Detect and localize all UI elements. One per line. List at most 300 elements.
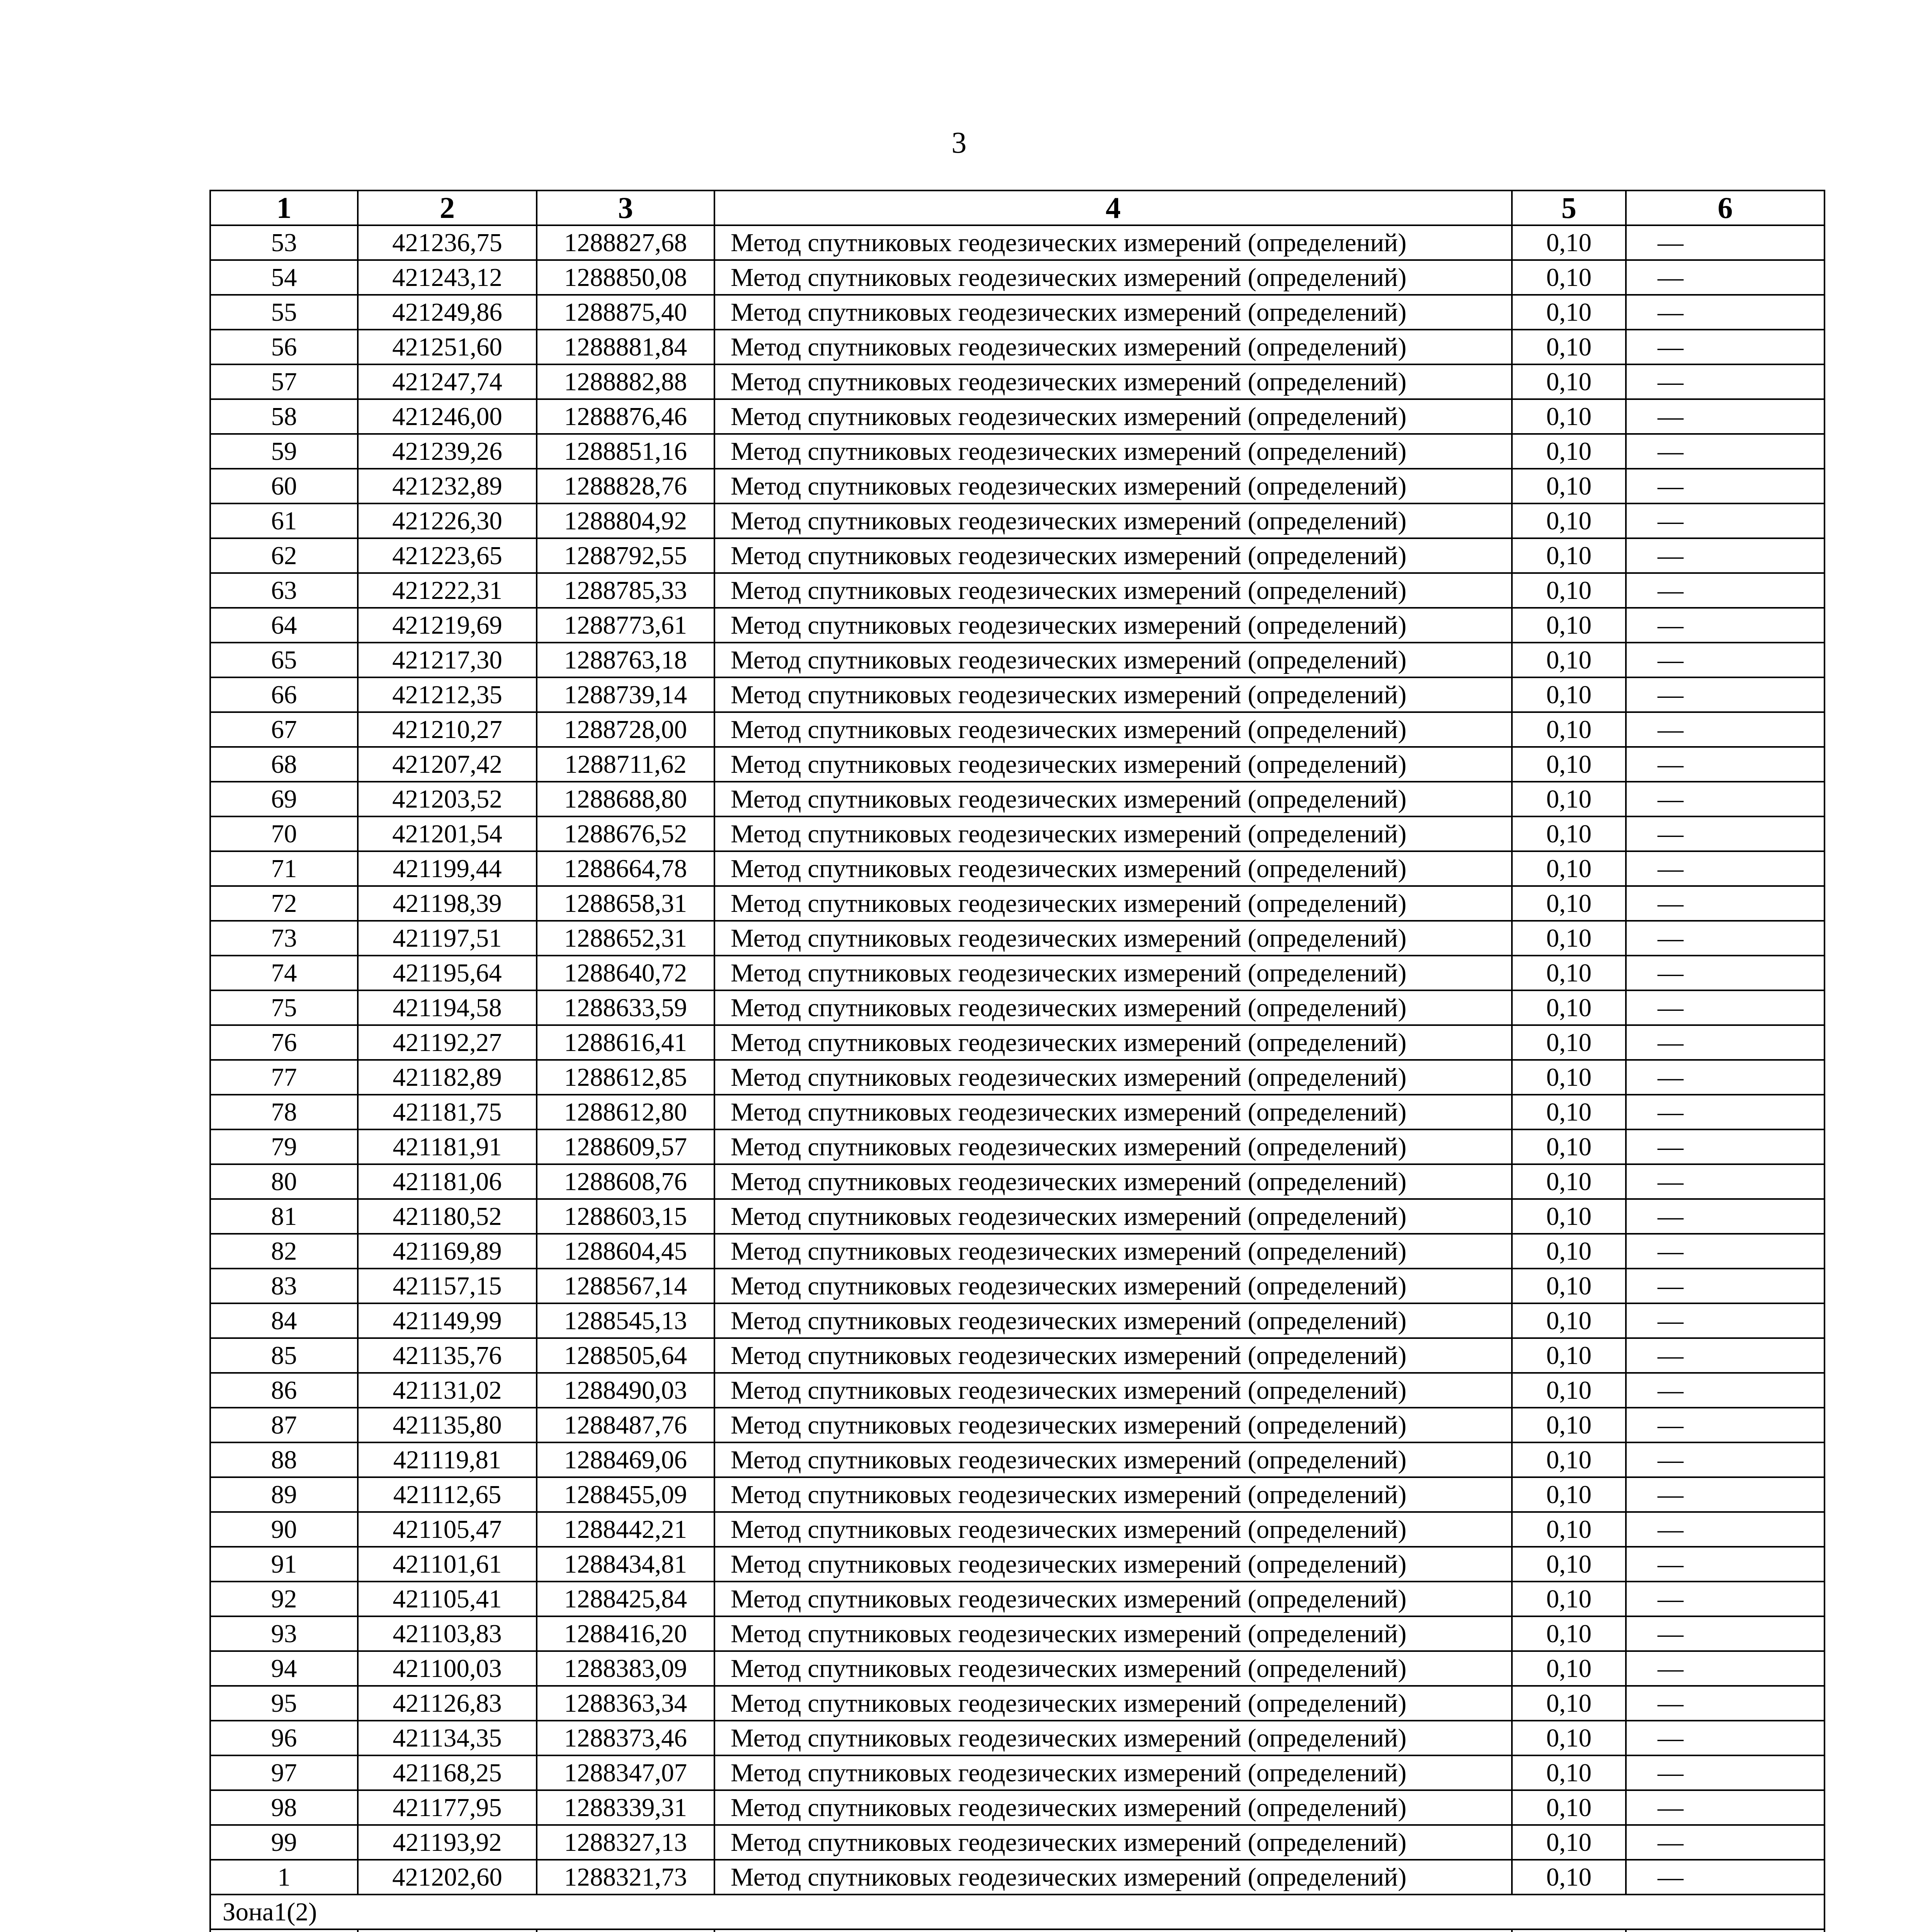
y-coordinate-cell: 1288363,34 <box>537 1686 714 1721</box>
table-row <box>210 330 1824 364</box>
accuracy-cell: 0,10 <box>1512 1442 1626 1477</box>
x-coordinate-cell: 421202,60 <box>358 1860 537 1895</box>
accuracy-cell: 0,10 <box>1512 1825 1626 1860</box>
note-cell: — <box>1626 1025 1824 1060</box>
table-row <box>210 1616 1824 1651</box>
note-cell: — <box>1626 1442 1824 1477</box>
note-cell: — <box>1626 573 1824 608</box>
table-row <box>210 538 1824 573</box>
accuracy-cell: 0,10 <box>1512 1616 1626 1651</box>
x-coordinate-cell: 421101,61 <box>358 1547 537 1582</box>
x-coordinate-cell: 421135,80 <box>358 1408 537 1442</box>
method-cell: Метод спутниковых геодезических измерений (определений) <box>714 1512 1512 1547</box>
accuracy-cell: 0,10 <box>1512 1547 1626 1582</box>
accuracy-cell: 0,10 <box>1512 1686 1626 1721</box>
method-cell: Метод спутниковых геодезических измерений (определений) <box>714 469 1512 503</box>
x-coordinate-cell: 421135,76 <box>358 1338 537 1373</box>
x-coordinate-cell: 421197,51 <box>358 921 537 956</box>
x-coordinate-cell: 421134,35 <box>358 1721 537 1755</box>
x-coordinate-cell: 421249,86 <box>358 295 537 330</box>
note-cell: — <box>1626 1790 1824 1825</box>
y-coordinate-cell: 1288490,03 <box>537 1373 714 1408</box>
x-coordinate-cell: 421203,52 <box>358 782 537 816</box>
header-col-6: 6 <box>1626 190 1824 225</box>
accuracy-cell: 0,10 <box>1512 1060 1626 1095</box>
accuracy-cell: 0,10 <box>1512 1755 1626 1790</box>
table-row <box>210 469 1824 503</box>
x-coordinate-cell: 421219,69 <box>358 608 537 643</box>
x-coordinate-cell: 421243,12 <box>358 260 537 295</box>
accuracy-cell: 0,10 <box>1512 1164 1626 1199</box>
header-col-4: 4 <box>714 190 1512 225</box>
method-cell: Метод спутниковых геодезических измерений (определений) <box>714 330 1512 364</box>
table-body <box>210 225 1824 1932</box>
accuracy-cell: 0,10 <box>1512 1721 1626 1755</box>
method-cell: Метод спутниковых геодезических измерений (определений) <box>714 1164 1512 1199</box>
x-coordinate-cell: 421247,74 <box>358 364 537 399</box>
accuracy-cell: 0,10 <box>1512 1512 1626 1547</box>
point-number-cell: 1 <box>210 1860 358 1895</box>
point-number-cell: 77 <box>210 1060 358 1095</box>
method-cell: Метод спутниковых геодезических измерений (определений) <box>714 1755 1512 1790</box>
note-cell: — <box>1626 330 1824 364</box>
accuracy-cell: 0,10 <box>1512 1303 1626 1338</box>
note-cell: — <box>1626 1269 1824 1303</box>
note-cell: — <box>1626 1234 1824 1269</box>
note-cell: — <box>1626 677 1824 712</box>
x-coordinate-cell: 421195,64 <box>358 956 537 990</box>
note-cell: — <box>1626 1651 1824 1686</box>
header-col-3: 3 <box>537 190 714 225</box>
note-cell: — <box>1626 1755 1824 1790</box>
table-row <box>210 573 1824 608</box>
note-cell: — <box>1626 1616 1824 1651</box>
point-number-cell: 53 <box>210 225 358 260</box>
accuracy-cell: 0,10 <box>1512 330 1626 364</box>
y-coordinate-cell: 1288785,33 <box>537 573 714 608</box>
table-row <box>210 1582 1824 1616</box>
table-row <box>210 1269 1824 1303</box>
point-number-cell: 59 <box>210 434 358 469</box>
accuracy-cell: 0,10 <box>1512 1025 1626 1060</box>
method-cell: Метод спутниковых геодезических измерений (определений) <box>714 816 1512 851</box>
note-cell: — <box>1626 1860 1824 1895</box>
y-coordinate-cell: 1288603,15 <box>537 1199 714 1234</box>
table-row <box>210 1199 1824 1234</box>
table-row <box>210 1303 1824 1338</box>
method-cell: Метод спутниковых геодезических измерений (определений) <box>714 1269 1512 1303</box>
point-number-cell: 86 <box>210 1373 358 1408</box>
table-row <box>210 1442 1824 1477</box>
point-number-cell: 76 <box>210 1025 358 1060</box>
note-cell: — <box>1626 1095 1824 1129</box>
point-number-cell: 94 <box>210 1651 358 1686</box>
method-cell <box>714 1929 1512 1932</box>
method-cell: Метод спутниковых геодезических измерений (определений) <box>714 1025 1512 1060</box>
table-row <box>210 782 1824 816</box>
method-cell: Метод спутниковых геодезических измерений (определений) <box>714 225 1512 260</box>
zone-label: Зона1(2) <box>210 1895 1824 1929</box>
y-coordinate-cell: 1288652,31 <box>537 921 714 956</box>
note-cell <box>1626 1929 1824 1932</box>
point-number-cell: 72 <box>210 886 358 921</box>
x-coordinate-cell: 421181,75 <box>358 1095 537 1129</box>
table-row <box>210 1755 1824 1790</box>
table-row <box>210 1129 1824 1164</box>
y-coordinate-cell: 1288383,09 <box>537 1651 714 1686</box>
table-row <box>210 1860 1824 1895</box>
x-coordinate-cell: 421177,95 <box>358 1790 537 1825</box>
y-coordinate-cell: 1288416,20 <box>537 1616 714 1651</box>
point-number-cell: 65 <box>210 643 358 677</box>
method-cell: Метод спутниковых геодезических измерений (определений) <box>714 1860 1512 1895</box>
y-coordinate-cell: 1288321,73 <box>537 1860 714 1895</box>
table-row <box>210 1825 1824 1860</box>
y-coordinate-cell: 1288688,80 <box>537 782 714 816</box>
y-coordinate-cell: 1288347,07 <box>537 1755 714 1790</box>
method-cell: Метод спутниковых геодезических измерений (определений) <box>714 364 1512 399</box>
point-number-cell: 91 <box>210 1547 358 1582</box>
x-coordinate-cell <box>358 1929 537 1932</box>
accuracy-cell <box>1512 1929 1626 1932</box>
point-number-cell: 95 <box>210 1686 358 1721</box>
note-cell: — <box>1626 1512 1824 1547</box>
method-cell: Метод спутниковых геодезических измерений (определений) <box>714 434 1512 469</box>
method-cell: Метод спутниковых геодезических измерений (определений) <box>714 503 1512 538</box>
note-cell: — <box>1626 434 1824 469</box>
method-cell: Метод спутниковых геодезических измерений (определений) <box>714 1095 1512 1129</box>
accuracy-cell: 0,10 <box>1512 1373 1626 1408</box>
y-coordinate-cell: 1288739,14 <box>537 677 714 712</box>
x-coordinate-cell: 421226,30 <box>358 503 537 538</box>
note-cell: — <box>1626 782 1824 816</box>
method-cell: Метод спутниковых геодезических измерений (определений) <box>714 1338 1512 1373</box>
x-coordinate-cell: 421105,47 <box>358 1512 537 1547</box>
method-cell: Метод спутниковых геодезических измерений (определений) <box>714 851 1512 886</box>
note-cell: — <box>1626 886 1824 921</box>
table-row <box>210 1651 1824 1686</box>
header-col-2: 2 <box>358 190 537 225</box>
x-coordinate-cell: 421232,89 <box>358 469 537 503</box>
point-number-cell: 99 <box>210 1825 358 1860</box>
x-coordinate-cell: 421222,31 <box>358 573 537 608</box>
note-cell: — <box>1626 1060 1824 1095</box>
x-coordinate-cell: 421223,65 <box>358 538 537 573</box>
table-row <box>210 1721 1824 1755</box>
coordinates-table <box>209 190 1825 1932</box>
y-coordinate-cell: 1288469,06 <box>537 1442 714 1477</box>
method-cell: Метод спутниковых геодезических измерений (определений) <box>714 886 1512 921</box>
accuracy-cell: 0,10 <box>1512 643 1626 677</box>
x-coordinate-cell: 421131,02 <box>358 1373 537 1408</box>
table-row <box>210 677 1824 712</box>
point-number-cell: 68 <box>210 747 358 782</box>
table-row <box>210 1686 1824 1721</box>
x-coordinate-cell: 421198,39 <box>358 886 537 921</box>
table-row <box>210 921 1824 956</box>
accuracy-cell: 0,10 <box>1512 782 1626 816</box>
table-row <box>210 816 1824 851</box>
accuracy-cell: 0,10 <box>1512 816 1626 851</box>
accuracy-cell: 0,10 <box>1512 260 1626 295</box>
note-cell: — <box>1626 1303 1824 1338</box>
accuracy-cell: 0,10 <box>1512 1338 1626 1373</box>
x-coordinate-cell: 421180,52 <box>358 1199 537 1234</box>
method-cell: Метод спутниковых геодезических измерений (определений) <box>714 1790 1512 1825</box>
point-number-cell: 64 <box>210 608 358 643</box>
accuracy-cell: 0,10 <box>1512 295 1626 330</box>
point-number-cell: 67 <box>210 712 358 747</box>
point-number-cell: 70 <box>210 816 358 851</box>
table-row <box>210 364 1824 399</box>
note-cell: — <box>1626 1338 1824 1373</box>
method-cell: Метод спутниковых геодезических измерений (определений) <box>714 1199 1512 1234</box>
point-number-cell: 54 <box>210 260 358 295</box>
x-coordinate-cell: 421181,91 <box>358 1129 537 1164</box>
table-row <box>210 1025 1824 1060</box>
note-cell: — <box>1626 469 1824 503</box>
accuracy-cell: 0,10 <box>1512 538 1626 573</box>
point-number-cell: 97 <box>210 1755 358 1790</box>
table-row <box>210 956 1824 990</box>
y-coordinate-cell: 1288640,72 <box>537 956 714 990</box>
table-row <box>210 1164 1824 1199</box>
table-row <box>210 851 1824 886</box>
method-cell: Метод спутниковых геодезических измерений (определений) <box>714 1547 1512 1582</box>
x-coordinate-cell: 421157,15 <box>358 1269 537 1303</box>
point-number-cell: 98 <box>210 1790 358 1825</box>
note-cell: — <box>1626 990 1824 1025</box>
table-row <box>210 1790 1824 1825</box>
y-coordinate-cell: 1288773,61 <box>537 608 714 643</box>
table-row <box>210 1060 1824 1095</box>
y-coordinate-cell: 1288612,80 <box>537 1095 714 1129</box>
note-cell: — <box>1626 921 1824 956</box>
header-col-1: 1 <box>210 190 358 225</box>
table-row <box>210 1234 1824 1269</box>
table-row <box>210 295 1824 330</box>
x-coordinate-cell: 421181,06 <box>358 1164 537 1199</box>
accuracy-cell: 0,10 <box>1512 1234 1626 1269</box>
y-coordinate-cell: 1288851,16 <box>537 434 714 469</box>
accuracy-cell: 0,10 <box>1512 1477 1626 1512</box>
y-coordinate-cell <box>537 1929 714 1932</box>
method-cell: Метод спутниковых геодезических измерений (определений) <box>714 921 1512 956</box>
note-cell: — <box>1626 643 1824 677</box>
note-cell: — <box>1626 1129 1824 1164</box>
note-cell: — <box>1626 1825 1824 1860</box>
method-cell: Метод спутниковых геодезических измерений (определений) <box>714 1442 1512 1477</box>
y-coordinate-cell: 1288373,46 <box>537 1721 714 1755</box>
y-coordinate-cell: 1288804,92 <box>537 503 714 538</box>
y-coordinate-cell: 1288442,21 <box>537 1512 714 1547</box>
y-coordinate-cell: 1288728,00 <box>537 712 714 747</box>
accuracy-cell: 0,10 <box>1512 1651 1626 1686</box>
note-cell: — <box>1626 851 1824 886</box>
x-coordinate-cell: 421119,81 <box>358 1442 537 1477</box>
method-cell: Метод спутниковых геодезических измерений (определений) <box>714 1477 1512 1512</box>
method-cell: Метод спутниковых геодезических измерений (определений) <box>714 295 1512 330</box>
page-number: 3 <box>951 126 967 159</box>
accuracy-cell: 0,10 <box>1512 399 1626 434</box>
note-cell: — <box>1626 608 1824 643</box>
x-coordinate-cell: 421169,89 <box>358 1234 537 1269</box>
y-coordinate-cell: 1288828,76 <box>537 469 714 503</box>
accuracy-cell: 0,10 <box>1512 608 1626 643</box>
point-number-cell: 56 <box>210 330 358 364</box>
point-number-cell: 57 <box>210 364 358 399</box>
method-cell: Метод спутниковых геодезических измерений (определений) <box>714 1616 1512 1651</box>
method-cell: Метод спутниковых геодезических измерений (определений) <box>714 643 1512 677</box>
accuracy-cell: 0,10 <box>1512 1408 1626 1442</box>
table-row <box>210 643 1824 677</box>
note-cell: — <box>1626 364 1824 399</box>
table-header-row <box>210 190 1824 225</box>
x-coordinate-cell: 421149,99 <box>358 1303 537 1338</box>
method-cell: Метод спутниковых геодезических измерений (определений) <box>714 956 1512 990</box>
accuracy-cell: 0,10 <box>1512 921 1626 956</box>
table-row <box>210 990 1824 1025</box>
table-row <box>210 1512 1824 1547</box>
method-cell: Метод спутниковых геодезических измерений (определений) <box>714 677 1512 712</box>
table-row <box>210 712 1824 747</box>
point-number-cell: 82 <box>210 1234 358 1269</box>
note-cell: — <box>1626 1408 1824 1442</box>
note-cell: — <box>1626 1164 1824 1199</box>
accuracy-cell: 0,10 <box>1512 1199 1626 1234</box>
point-number-cell: 87 <box>210 1408 358 1442</box>
table-row <box>210 399 1824 434</box>
x-coordinate-cell: 421212,35 <box>358 677 537 712</box>
method-cell: Метод спутниковых геодезических измерений (определений) <box>714 399 1512 434</box>
point-number-cell: 89 <box>210 1477 358 1512</box>
y-coordinate-cell: 1288609,57 <box>537 1129 714 1164</box>
accuracy-cell: 0,10 <box>1512 886 1626 921</box>
x-coordinate-cell: 421194,58 <box>358 990 537 1025</box>
y-coordinate-cell: 1288876,46 <box>537 399 714 434</box>
x-coordinate-cell: 421201,54 <box>358 816 537 851</box>
header-col-5: 5 <box>1512 190 1626 225</box>
accuracy-cell: 0,10 <box>1512 747 1626 782</box>
accuracy-cell: 0,10 <box>1512 1129 1626 1164</box>
x-coordinate-cell: 421182,89 <box>358 1060 537 1095</box>
method-cell: Метод спутниковых геодезических измерений (определений) <box>714 1721 1512 1755</box>
note-cell: — <box>1626 295 1824 330</box>
x-coordinate-cell: 421103,83 <box>358 1616 537 1651</box>
accuracy-cell: 0,10 <box>1512 1790 1626 1825</box>
method-cell: Метод спутниковых геодезических измерений (определений) <box>714 1234 1512 1269</box>
table-row <box>210 1095 1824 1129</box>
point-number-cell: 71 <box>210 851 358 886</box>
point-number-cell: 88 <box>210 1442 358 1477</box>
note-cell: — <box>1626 1582 1824 1616</box>
y-coordinate-cell: 1288327,13 <box>537 1825 714 1860</box>
note-cell: — <box>1626 956 1824 990</box>
note-cell: — <box>1626 1477 1824 1512</box>
point-number-cell: 75 <box>210 990 358 1025</box>
method-cell: Метод спутниковых геодезических измерений (определений) <box>714 573 1512 608</box>
method-cell: Метод спутниковых геодезических измерений (определений) <box>714 1408 1512 1442</box>
point-number-cell: 79 <box>210 1129 358 1164</box>
method-cell: Метод спутниковых геодезических измерений (определений) <box>714 1303 1512 1338</box>
point-number-cell: 81 <box>210 1199 358 1234</box>
point-number-cell: 66 <box>210 677 358 712</box>
method-cell: Метод спутниковых геодезических измерений (определений) <box>714 782 1512 816</box>
point-number-cell: 85 <box>210 1338 358 1373</box>
table-row <box>210 1547 1824 1582</box>
table-row <box>210 434 1824 469</box>
point-number-cell: 62 <box>210 538 358 573</box>
x-coordinate-cell: 421207,42 <box>358 747 537 782</box>
accuracy-cell: 0,10 <box>1512 225 1626 260</box>
point-number-cell: 93 <box>210 1616 358 1651</box>
y-coordinate-cell: 1288633,59 <box>537 990 714 1025</box>
x-coordinate-cell: 421193,92 <box>358 1825 537 1860</box>
y-coordinate-cell: 1288850,08 <box>537 260 714 295</box>
y-coordinate-cell: 1288658,31 <box>537 886 714 921</box>
point-number-cell: 83 <box>210 1269 358 1303</box>
note-cell: — <box>1626 816 1824 851</box>
note-cell: — <box>1626 712 1824 747</box>
y-coordinate-cell: 1288711,62 <box>537 747 714 782</box>
x-coordinate-cell: 421112,65 <box>358 1477 537 1512</box>
note-cell: — <box>1626 225 1824 260</box>
y-coordinate-cell: 1288455,09 <box>537 1477 714 1512</box>
accuracy-cell: 0,10 <box>1512 573 1626 608</box>
y-coordinate-cell: 1288608,76 <box>537 1164 714 1199</box>
note-cell: — <box>1626 1199 1824 1234</box>
table-row <box>210 225 1824 260</box>
point-number-cell: 73 <box>210 921 358 956</box>
y-coordinate-cell: 1288616,41 <box>537 1025 714 1060</box>
x-coordinate-cell: 421168,25 <box>358 1755 537 1790</box>
y-coordinate-cell: 1288487,76 <box>537 1408 714 1442</box>
x-coordinate-cell: 421217,30 <box>358 643 537 677</box>
note-cell: — <box>1626 747 1824 782</box>
accuracy-cell: 0,10 <box>1512 469 1626 503</box>
accuracy-cell: 0,10 <box>1512 503 1626 538</box>
note-cell: — <box>1626 1686 1824 1721</box>
method-cell: Метод спутниковых геодезических измерений (определений) <box>714 1651 1512 1686</box>
x-coordinate-cell: 421210,27 <box>358 712 537 747</box>
y-coordinate-cell: 1288612,85 <box>537 1060 714 1095</box>
table-row <box>210 1477 1824 1512</box>
table-row <box>210 1338 1824 1373</box>
x-coordinate-cell: 421199,44 <box>358 851 537 886</box>
x-coordinate-cell: 421105,41 <box>358 1582 537 1616</box>
point-number-cell: 63 <box>210 573 358 608</box>
table-row <box>210 886 1824 921</box>
y-coordinate-cell: 1288664,78 <box>537 851 714 886</box>
method-cell: Метод спутниковых геодезических измерений (определений) <box>714 1582 1512 1616</box>
point-number-cell: 74 <box>210 956 358 990</box>
y-coordinate-cell: 1288434,81 <box>537 1547 714 1582</box>
x-coordinate-cell: 421126,83 <box>358 1686 537 1721</box>
note-cell: — <box>1626 1547 1824 1582</box>
point-number-cell: 80 <box>210 1164 358 1199</box>
table-row <box>210 1929 1824 1932</box>
note-cell: — <box>1626 1373 1824 1408</box>
method-cell: Метод спутниковых геодезических измерений (определений) <box>714 1373 1512 1408</box>
method-cell: Метод спутниковых геодезических измерений (определений) <box>714 990 1512 1025</box>
point-number-cell: 60 <box>210 469 358 503</box>
point-number-cell: 92 <box>210 1582 358 1616</box>
method-cell: Метод спутниковых геодезических измерений (определений) <box>714 1825 1512 1860</box>
note-cell: — <box>1626 399 1824 434</box>
point-number-cell: 96 <box>210 1721 358 1755</box>
note-cell: — <box>1626 503 1824 538</box>
point-number-cell: 58 <box>210 399 358 434</box>
